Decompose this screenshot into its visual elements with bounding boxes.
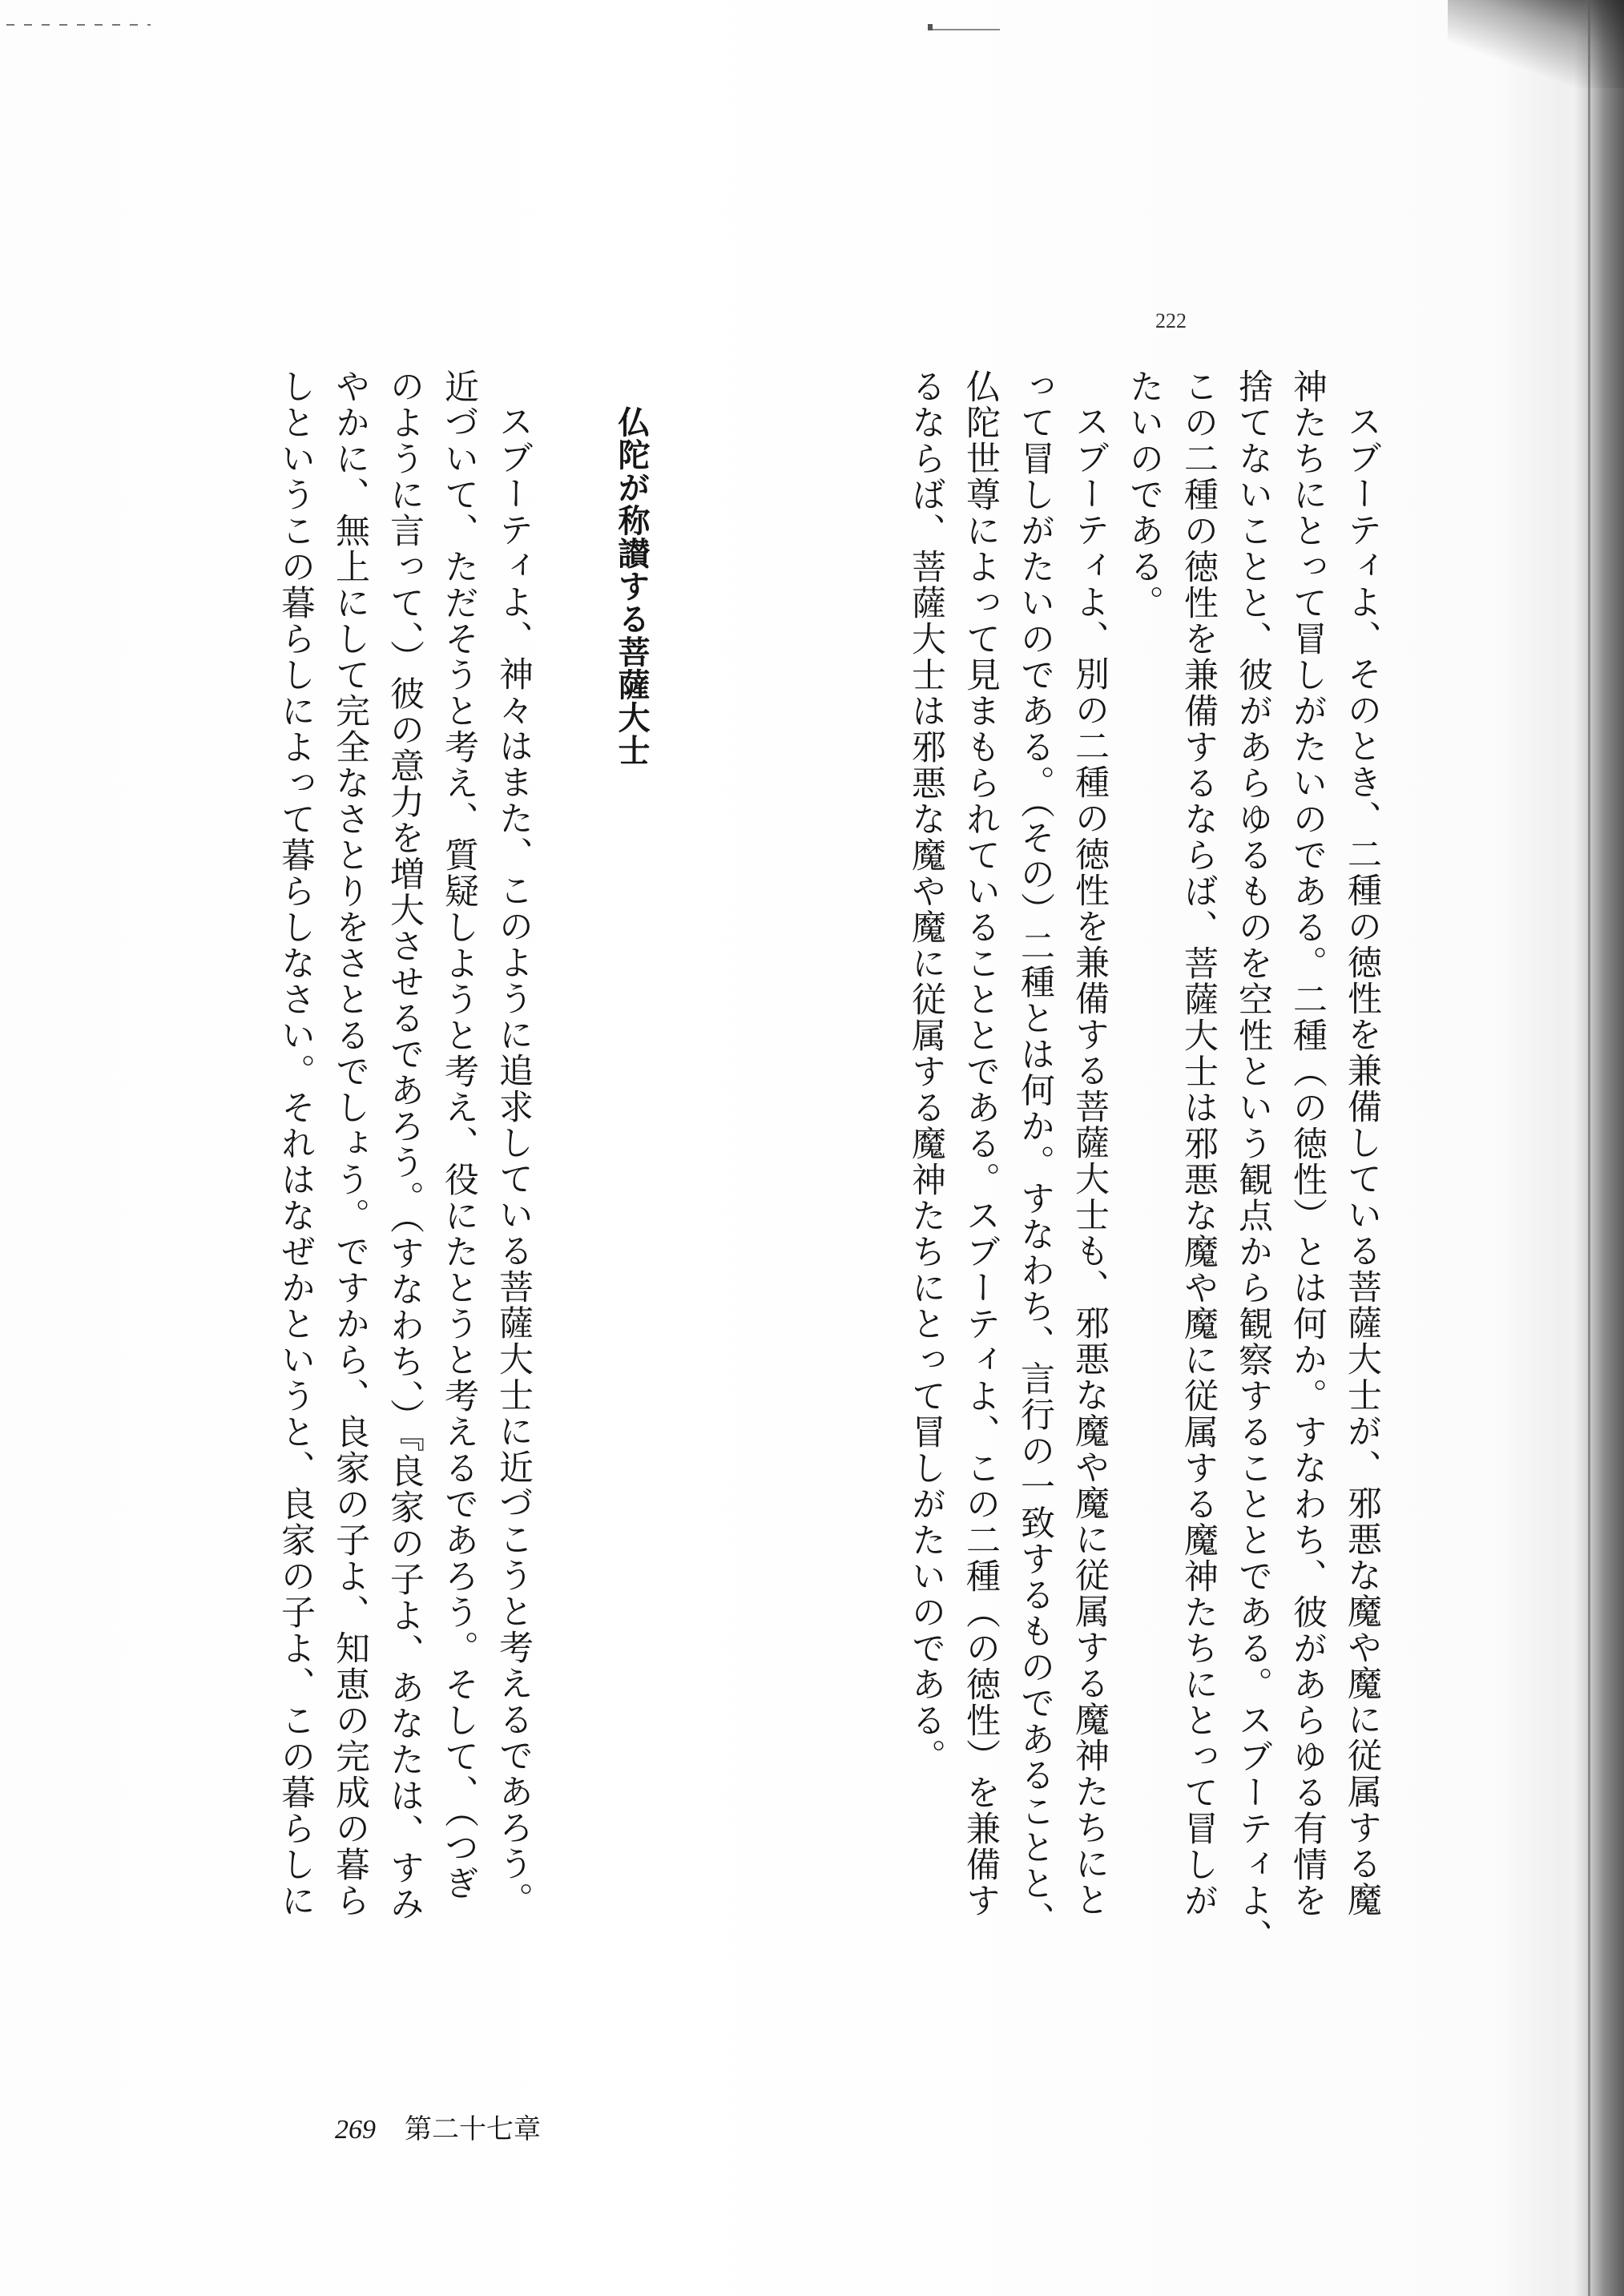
page-number: 269 (335, 2115, 376, 2145)
text-line: この二種の徳性を兼備するならば、菩薩大士は邪悪な魔や魔に従属する魔神たちにとって冒しが (1179, 369, 1219, 1919)
scan-artifact (928, 24, 933, 30)
text-line: 捨てないことと、彼があらゆるものを空性という観点から観察することとである。スブーティよ、 (1233, 369, 1273, 1955)
text-line: 仏陀世尊によって見まもられていることとである。スブーティよ、この二種（の徳性）を兼備す (961, 369, 1001, 1919)
text-line: スブーティよ、神々はまた、このように追求している菩薩大士に近づこうと考えるであろう。 (494, 404, 534, 1918)
scan-artifact (6, 24, 151, 26)
page-footer (335, 2107, 541, 2146)
spine-line (1588, 0, 1590, 2296)
text-line: スブーティよ、そのとき、二種の徳性を兼備している菩薩大士が、邪悪な魔や魔に従属する魔 (1342, 404, 1382, 1918)
text-line: 神たちにとって冒しがたいのである。二種（の徳性）とは何か。すなわち、彼があらゆる有情を (1288, 369, 1328, 1919)
scan-artifact (931, 29, 1000, 30)
chapter-title: 第二十七章 (405, 2113, 541, 2145)
text-line: って冒しがたいのである。（その）二種とは何か。すなわち、言行の一致するものであることと、 (1015, 369, 1055, 1938)
text-line: たいのである。 (1124, 369, 1164, 621)
text-line: しというこの暮らしによって暮らしなさい。それはなぜかというと、良家の子よ、この暮らしに (276, 369, 316, 1919)
text-line: るならば、菩薩大士は邪悪な魔や魔に従属する魔神たちにとって冒しがたいのである。 (906, 369, 946, 1774)
section-heading: 仏陀が称讃する菩薩大士 (613, 405, 650, 767)
text-line: やかに、無上にして完全なさとりをさとるでしょう。ですから、良家の子よ、知恵の完成の暮ら (330, 369, 370, 1919)
text-line: のように言って、）彼の意力を増大させるであろう。（すなわち、）『良家の子よ、あなたは、すみ (385, 369, 425, 1922)
text-line: スブーティよ、別の二種の徳性を兼備する菩薩大士も、邪悪な魔や魔に従属する魔神たちにと (1070, 404, 1110, 1918)
marginal-number: 222 (1155, 309, 1187, 332)
spine-shadow (1574, 0, 1624, 2296)
lower-text-block (268, 369, 541, 2099)
text-line: 近づいて、ただそうと考え、質疑しようと考え、役にたとうと考えるであろう。そして、（つぎ (439, 369, 479, 1902)
upper-text-block (899, 369, 1389, 2099)
